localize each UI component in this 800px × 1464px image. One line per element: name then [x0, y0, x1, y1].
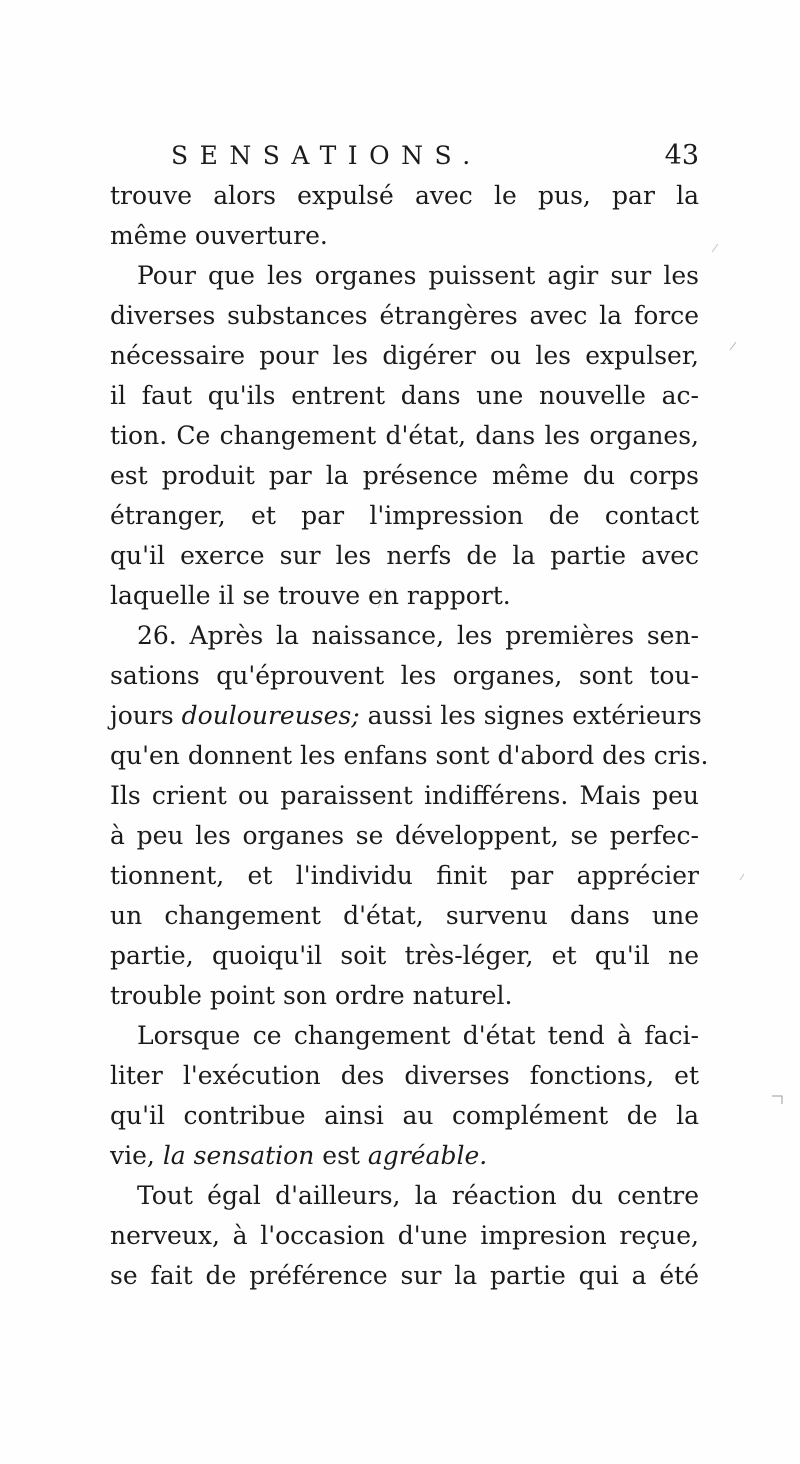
margin-mark	[740, 874, 744, 880]
text-line: trouble point son ordre naturel.	[110, 981, 513, 1010]
margin-mark	[712, 244, 718, 252]
text-line: partie, quoiqu'il soit très-léger, et qu'il ne	[110, 941, 699, 970]
italic-emphasis: douloureuses;	[181, 701, 360, 730]
text-line: Ils crient ou paraissent indifférens. Mais peu	[110, 781, 699, 810]
text-line: qu'il exerce sur les nerfs de la partie avec	[110, 541, 699, 570]
text-line: liter l'exécution des diverses fonctions, et	[110, 1061, 699, 1090]
paragraph-first-line: Tout égal d'ailleurs, la réaction du centre	[137, 1181, 699, 1210]
text-line: tion. Ce changement d'état, dans les organes,	[110, 421, 699, 450]
text-line: à peu les organes se développent, se perfec-	[110, 821, 699, 850]
text-line: diverses substances étrangères avec la force	[110, 301, 699, 330]
text-line: est produit par la présence même du corps	[110, 461, 699, 490]
text-line: un changement d'état, survenu dans une	[110, 901, 699, 930]
paragraph-first-line: Pour que les organes puissent agir sur les	[137, 261, 699, 290]
margin-mark	[772, 1096, 782, 1104]
text-line: se fait de préférence sur la partie qui a été	[110, 1261, 699, 1290]
margin-mark	[730, 342, 736, 350]
text-line: il faut qu'ils entrent dans une nouvelle ac-	[110, 381, 699, 410]
text-line: même ouverture.	[110, 221, 328, 250]
text-line: vie, la sensation est agréable.	[110, 1141, 488, 1170]
text-line: nécessaire pour les digérer ou les expulser,	[110, 341, 699, 370]
text-line: trouve alors expulsé avec le pus, par la	[110, 181, 699, 210]
text-line: qu'il contribue ainsi au complément de la	[110, 1101, 699, 1130]
italic-emphasis: agréable.	[367, 1141, 488, 1170]
text-line: sations qu'éprouvent les organes, sont tou-	[110, 661, 699, 690]
paragraph-first-line: 26. Après la naissance, les premières sen-	[137, 621, 699, 650]
italic-emphasis: la sensation	[162, 1141, 315, 1170]
text-line: qu'en donnent les enfans sont d'abord des cris.	[110, 741, 709, 770]
text-line: étranger, et par l'impression de contact	[110, 501, 699, 530]
text-line: laquelle il se trouve en rapport.	[110, 581, 511, 610]
text-line: nerveux, à l'occasion d'une impresion reçue,	[110, 1221, 699, 1250]
paragraph-first-line: Lorsque ce changement d'état tend à faci-	[137, 1021, 699, 1050]
page-header	[171, 136, 699, 176]
text-line: tionnent, et l'individu finit par apprécier	[110, 861, 699, 890]
page-number: 43	[664, 140, 699, 171]
running-head: SENSATIONS.	[171, 141, 482, 170]
text-line: jours douloureuses; aussi les signes extérieurs	[110, 701, 702, 730]
